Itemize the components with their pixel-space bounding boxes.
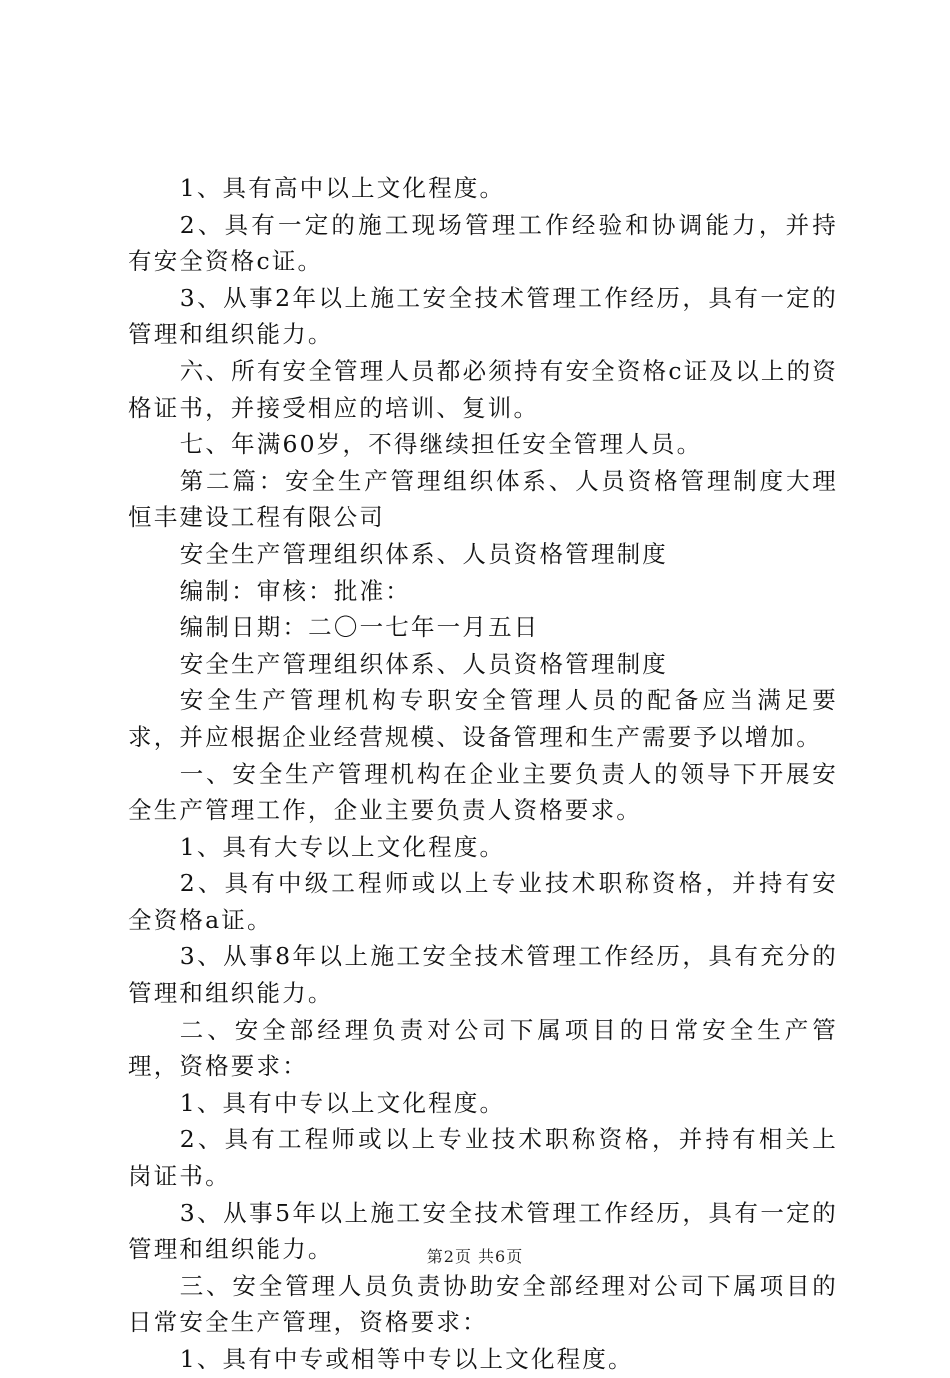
date-line: 编制日期：二〇一七年一月五日 (179, 613, 540, 642)
paragraph: 三、安全管理人员负责协助安全部经理对公司下属项目的日常安全生产管理，资格要求： (128, 1271, 838, 1337)
paragraph: 2、具有中级工程师或以上专业技术职称资格，并持有安全资格a证。 (128, 869, 838, 934)
paragraph: 3、从事8年以上施工安全技术管理工作经历，具有充分的管理和组织能力。 (128, 942, 838, 1008)
document-body (128, 170, 838, 1378)
paragraph: 1、具有中专或相等中专以上文化程度。 (179, 1345, 634, 1373)
paragraph: 1、具有高中以上文化程度。 (179, 174, 506, 202)
paragraph: 1、具有中专以上文化程度。 (179, 1088, 506, 1117)
paragraph: 2、具有一定的施工现场管理工作经验和协调能力，并持有安全资格c证。 (128, 210, 838, 276)
paragraph: 二、安全部经理负责对公司下属项目的日常安全生产管理，资格要求： (128, 1015, 838, 1081)
paragraph: 七、年满60岁，不得继续担任安全管理人员。 (179, 430, 703, 459)
paragraph: 3、从事2年以上施工安全技术管理工作经历，具有一定的管理和组织能力。 (128, 283, 838, 349)
paragraph: 1、具有大专以上文化程度。 (179, 832, 506, 861)
section-heading: 第二篇：安全生产管理组织体系、人员资格管理制度大理恒丰建设工程有限公司 (128, 466, 838, 532)
paragraph: 一、安全生产管理机构在企业主要负责人的领导下开展安全生产管理工作，企业主要负责人资格要求。 (128, 759, 838, 825)
paragraph: 3、从事5年以上施工安全技术管理工作经历，具有一定的管理和组织能力。 (128, 1198, 838, 1264)
document-title: 安全生产管理组织体系、人员资格管理制度 (179, 649, 668, 678)
paragraph: 六、所有安全管理人员都必须持有安全资格c证及以上的资格证书，并接受相应的培训、复训。 (128, 356, 838, 422)
approval-line: 编制：审核：批准： (179, 576, 411, 605)
paragraph: 2、具有工程师或以上专业技术职称资格，并持有相关上岗证书。 (128, 1125, 838, 1191)
document-title: 安全生产管理组织体系、人员资格管理制度 (179, 539, 668, 568)
paragraph: 安全生产管理机构专职安全管理人员的配备应当满足要求，并应根据企业经营规模、设备管理和生产需要予以增加。 (128, 686, 838, 751)
page-footer: 第2页 共6页 (426, 1247, 524, 1266)
